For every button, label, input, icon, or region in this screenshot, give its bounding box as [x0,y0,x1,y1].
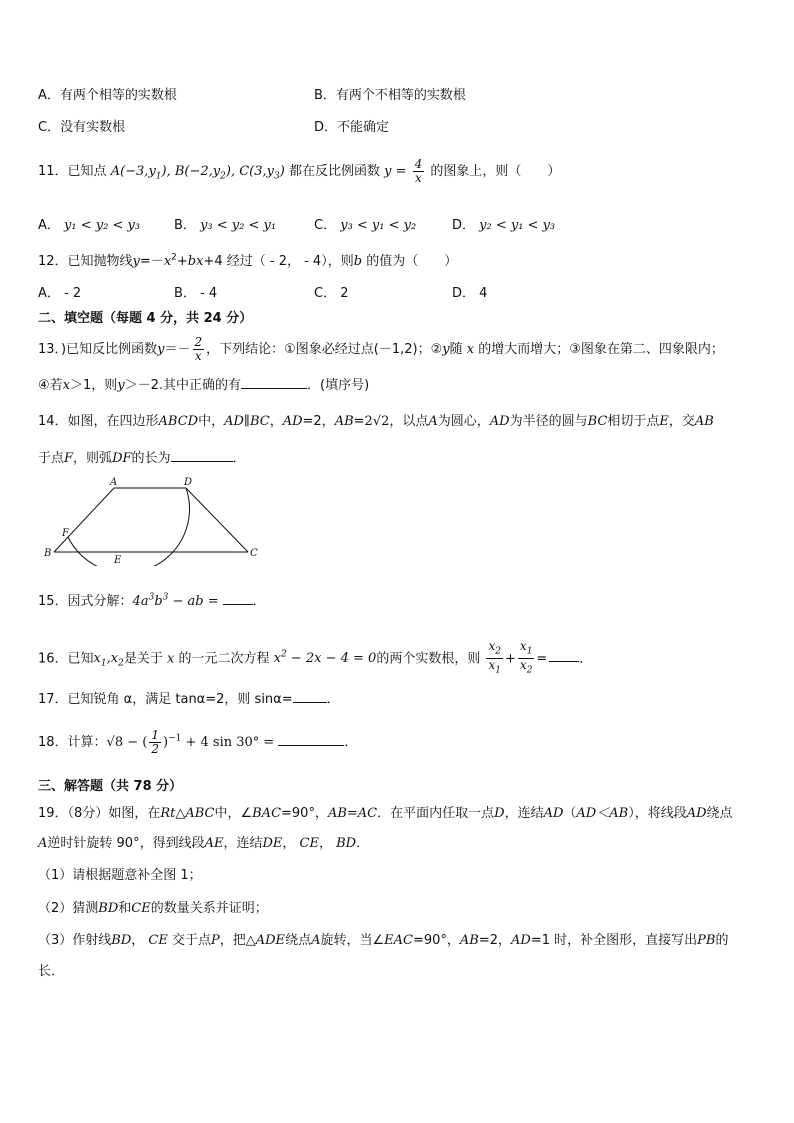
q14-line1-b: 中， [198,414,225,429]
q11-option-c [314,214,416,233]
q13-line1-a: 13．)已知反比例函数 [38,342,158,357]
q12-option-b: B． - 4 [174,286,218,301]
q19-p3-pb: PB [697,933,716,948]
q12-stem: 12．已知抛物线$y=-x^2+bx+4$ 经过（ - 2， - 4），则b 的值为（ ） [38,252,458,269]
q13-answer-blank[interactable] [241,376,307,389]
q19-p3-f: =90°， [412,933,460,948]
q12-b: b [353,254,363,269]
q14-a: A [428,414,438,429]
q19-p2-a: （2）猜测 [38,901,99,916]
q19-line1-b: 中，∠ [214,806,253,821]
q12-stem-c: 的值为（ ） [366,254,458,269]
q11-option-c-label: C． [314,218,337,233]
label-d: D [184,477,193,488]
q19-line1-e: ，连结 [504,806,544,821]
q19-line1-d: ．在平面内任取一点 [377,806,495,821]
q14-line2-c: 的长为 [131,451,171,466]
q19-line1-f: （ [563,806,577,821]
q19-ad-ab: AD＜AB [576,806,629,821]
q19-ab-ac: AB=AC [327,806,378,821]
q19-line1-g: ），将线段 [628,806,687,821]
q13-line1-c: 随 [449,342,463,357]
q14-line2-a: 于点 [38,451,65,466]
q14-parallel: AD∥BC [224,414,270,429]
q19-p3-ab: AB [459,933,479,948]
q15-answer-blank[interactable] [223,592,253,605]
q19-p3-c: ，把△ [219,933,256,948]
q14-ab: AB [334,414,354,429]
q10-option-b: B．有两个不相等的实数根 [314,88,466,103]
q13-y3: y [117,378,125,393]
q17-line [38,688,340,707]
q19-p2-b: 和 [118,901,132,916]
label-b: B [44,548,52,559]
q13-line2-a: ④若 [38,378,63,393]
q13-line2-c: ＞－2.其中正确的有 [124,378,242,393]
q19-ce: CE [299,836,319,851]
q19-line1-a: 19．（8分）如图，在 [38,806,161,821]
q17-answer-blank[interactable] [293,690,327,703]
q19-part2 [38,897,268,916]
q16-fraction-2: $\frac{x_1}{x_2}$ [519,639,533,676]
q11-points: $A(-3,y_1)$, $B(-2,y_2)$, $C(3,y_3)$ [110,164,285,182]
q16-stem-c: 的一元二次方程 [178,651,270,667]
q19-p2-bd: BD [98,901,119,916]
q10-option-d: D．不能确定 [314,120,390,135]
q14-e: E [659,414,669,429]
q19-part3: （3）作射线BD， CE 交于点P，把△ADE绕点A旋转，当∠EAC=90°，AB=2，AD=1 时，补全图形，直接写出PB的 [38,933,729,948]
section-3-heading: 三、解答题（共 78 分） [38,779,183,794]
q14-df: DF [112,451,132,466]
q16-stem-b: 是关于 [123,651,163,667]
q13-line2 [38,374,369,393]
q15-stem: 15．因式分解： [38,594,133,609]
q14-line1-d: =2， [302,414,335,429]
q12-bx: bx [187,254,204,269]
q19-line2-c: ． [356,836,370,851]
q14-line1-g: 为圆心， [437,414,490,429]
q14-line1-f: ，以点 [389,414,429,429]
q19-line1-h: 绕点 [706,806,733,821]
q11-option-d-expr: y₂ < y₁ < y₃ [479,218,556,233]
q16-stem-a: 16．已知 [38,651,94,667]
q14-line1-h: 为半径的圆与 [509,414,588,429]
q19-line2-a: 逆时针旋转 90°，得到线段 [47,836,205,851]
q12-option-a: A． - 2 [38,286,82,301]
q19-bac: BAC [252,806,282,821]
q13-line1-b: ，下列结论：①图象必经过点(－1,2)；② [206,342,443,357]
q15-suffix: ． [252,594,266,609]
q19-p2-ce: CE [131,901,151,916]
q11-prefix: 11．已知点 [38,164,107,179]
q14-f: F [64,451,74,466]
q11-option-b-expr: y₃ < y₂ < y₁ [200,218,277,233]
q12-stem-a: 12．已知抛物线 [38,254,133,269]
q14-ad2: AD [489,414,510,429]
q14-ab2: AB [694,414,714,429]
q16-answer-blank[interactable] [549,649,579,662]
q14-line2-b: ，则弧 [73,451,113,466]
q16-line: 16．已知$x_1,x_2$是关于 x 的一元二次方程 $x^2 - 2x - 4 = 0$的两个实数根，则 $\frac{x_2}{x_1}$ + $\frac{x_1}{x_2}$ = ． [38,639,593,676]
q19-p3-ce: CE [148,933,168,948]
q14-line1 [38,410,714,429]
q11-option-a-label: A． [38,218,60,233]
q18-line [38,729,357,756]
q14-line1-a: 14．如图，在四边形 [38,414,159,429]
q19-p3-ad: AD [511,933,531,948]
q11-option-a-expr: y₁ < y₂ < y₃ [64,218,141,233]
q19-p3-e: 旋转，当∠ [320,933,385,948]
q14-line2 [38,447,246,466]
q19-p3-a: （3）作射线 [38,933,112,948]
q13-y2: y [442,342,450,357]
q11-fraction: $\frac{4}{x}$ [414,157,423,185]
q11-suffix: 的图象上，则（ ） [430,164,561,179]
q19-line1 [38,802,733,821]
q13-line2-d: ．(填序号) [307,378,370,393]
q16-equation: $x^2 - 2x - 4 = 0$ [273,650,377,667]
label-f: F [62,528,69,539]
q13-x2: x [62,378,70,393]
q11-option-d [452,214,555,233]
q14-line1-e: = [353,414,365,429]
q14-answer-blank[interactable] [171,449,233,462]
q19-a: A [38,836,48,851]
q12-x2: x [163,254,172,269]
q19-p3-d: 绕点 [285,933,312,948]
q14-ad: AD [282,414,303,429]
q11-stem [38,158,560,185]
q16-x: x [166,651,175,667]
q19-p3-ade: ADE [255,933,286,948]
q19-triangle: Rt△ABC [160,806,215,821]
q12-parabola: y [132,254,140,269]
q11-option-d-label: D． [452,218,476,233]
trapezoid-sides [54,488,248,552]
q19-d: D [494,806,505,821]
q12-stem-b: 经过（ - 2， - 4），则 [226,254,354,269]
q16-fraction-1: $\frac{x_2}{x_1}$ [488,639,501,676]
q10-option-c: C．没有实数根 [38,120,126,135]
q13-y: y [157,342,165,357]
q18-suffix: ． [344,735,358,750]
q13-line1: 13．)已知反比例函数y＝－ $\frac{2}{x}$ ，下列结论：①图象必经过点(－1,2)；②y随 x 的增大而增大；③图象在第二、四象限内； [38,335,724,363]
q13-line2-b: ＞1，则 [70,378,118,393]
q18-answer-blank[interactable] [278,733,344,746]
q14-line1-j: ，交 [668,414,695,429]
q19-line1-c: =90°， [281,806,328,821]
q19-p3-p: P [211,933,220,948]
arc-df [68,488,190,566]
q18-fraction: $\frac{1}{2}$ [151,728,159,756]
q19-line2: A逆时针旋转 90°，得到线段AE，连结DE， CE， BD． [38,836,370,851]
q12-option-d: D． 4 [452,286,488,301]
q14-line1-c: ， [269,414,283,429]
q12-option-c: C． 2 [314,286,349,301]
q13-x: x [466,342,475,357]
label-a: A [110,477,118,488]
q18-stem: 18．计算： [38,735,107,750]
q19-p3-rays: BD [111,933,132,948]
q11-option-c-expr: y₃ < y₁ < y₂ [340,218,417,233]
q14-ab-value: 2√2 [364,414,390,429]
q14-line2-d: ． [232,451,246,466]
q16-roots: $x_1,x_2$ [93,651,124,669]
q13-fraction: $\frac{2}{x}$ [194,335,203,363]
q13-line1-d: 的增大而增大；③图象在第二、四象限内； [478,342,724,357]
q11-option-a [38,214,140,233]
q11-option-b-label: B． [174,218,196,233]
q19-bd: BD [336,836,357,851]
q19-p3-i: 的 [715,933,729,948]
q18-expr: √8 − ( $\frac{1}{2}$ )$^{-1}$ + 4 sin 30° = [106,728,275,756]
q19-ae: AE [204,836,224,851]
q19-part1: （1）请根据题意补全图 1； [38,868,202,883]
q19-p2-c: 的数量关系并证明； [150,901,268,916]
label-e: E [114,555,122,566]
q19-p3-a-pt: A [311,933,321,948]
q10-option-a: A．有两个相等的实数根 [38,88,177,103]
q16-stem-d: 的两个实数根，则 [376,651,481,667]
trapezoid-figure [40,476,270,566]
q11-option-b [174,214,276,233]
q15-expr: $4a^3b^3$ − ab = [132,592,219,609]
q14-line1-i: 相切于点 [607,414,660,429]
q19-ad2: AD [686,806,707,821]
q14-abcd: ABCD [158,414,199,429]
q17-suffix: ． [326,692,340,707]
q19-ad: AD [543,806,564,821]
q15-line [38,590,266,609]
q19-line2-b: ，连结 [223,836,263,851]
q19-p3-eac: EAC [384,933,413,948]
q19-part3-tail: 长． [38,964,65,979]
q19-p3-g: =2， [478,933,512,948]
q19-segments: DE [262,836,283,851]
q14-bc: BC [587,414,608,429]
q11-mid: 都在反比例函数 [288,164,380,179]
label-c: C [250,548,258,559]
section-2-heading: 二、填空题（每题 4 分，共 24 分） [38,311,253,326]
q16-suffix: ． [579,651,593,667]
q11-function: y = [384,164,407,179]
q19-p3-b: 交于点 [171,933,211,948]
q17-stem: 17．已知锐角 α，满足 tanα=2，则 sinα= [38,692,293,707]
q19-p3-h: =1 时，补全图形，直接写出 [530,933,698,948]
